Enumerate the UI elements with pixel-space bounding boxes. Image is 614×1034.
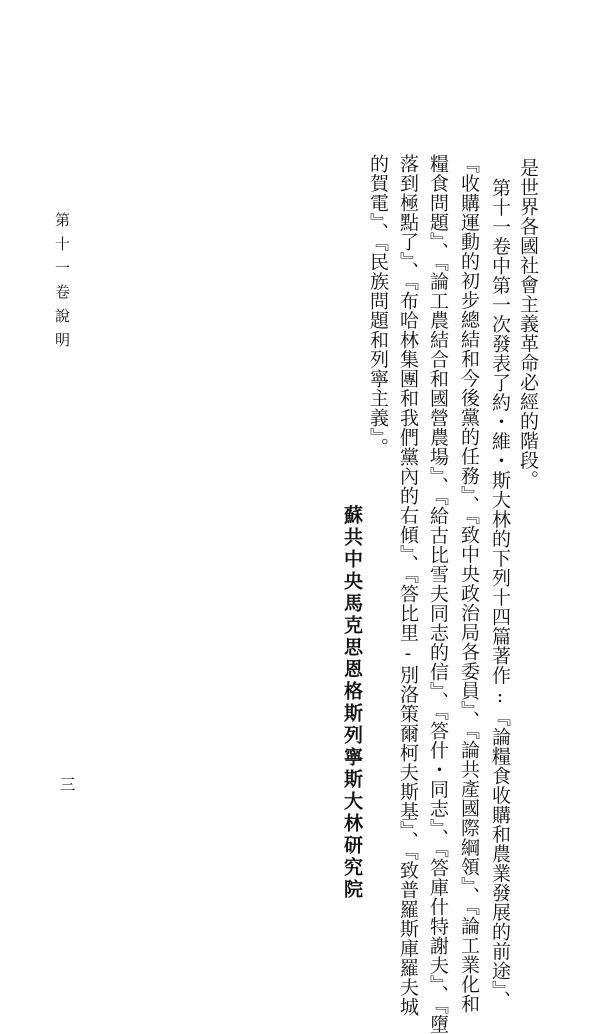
paragraph-1-end: 是世界各國社會主義革命必經的階段。 xyxy=(517,158,539,490)
paragraph-2-line-5: 的賀電』、『民族問題和列寧主義』。 xyxy=(367,154,389,457)
paragraph-2-line-4: 落到極點了』、『布哈林集團和我們黨內的右傾』、『答比里-別洛策爾柯夫斯基』、『致普羅斯庫羅夫城 xyxy=(397,154,419,1017)
page-number: 三 xyxy=(57,776,76,793)
paragraph-2-line-2: 『收購運動的初步總結和今後黨的任務』、『致中央政治局各委員』、『論共產國際綱領』、『論工業化和 xyxy=(458,154,480,1014)
paragraph-2-line-1: 第十一卷中第一次發表了約・維・斯大林的下列十四篇著作:『論糧食收購和農業發展的前途』、 xyxy=(489,178,511,1010)
running-header: 第十一卷說明 xyxy=(53,212,71,356)
paragraph-2-line-3: 糧食問題』、『論工農結合和國營農場』、『給古比雪夫同志的信』、『答什・同志』、『答庫什特謝夫』、『墮 xyxy=(427,154,449,1034)
institute-signature: 蘇共中央馬克思恩格斯列寧斯大林研究院 xyxy=(341,505,363,901)
